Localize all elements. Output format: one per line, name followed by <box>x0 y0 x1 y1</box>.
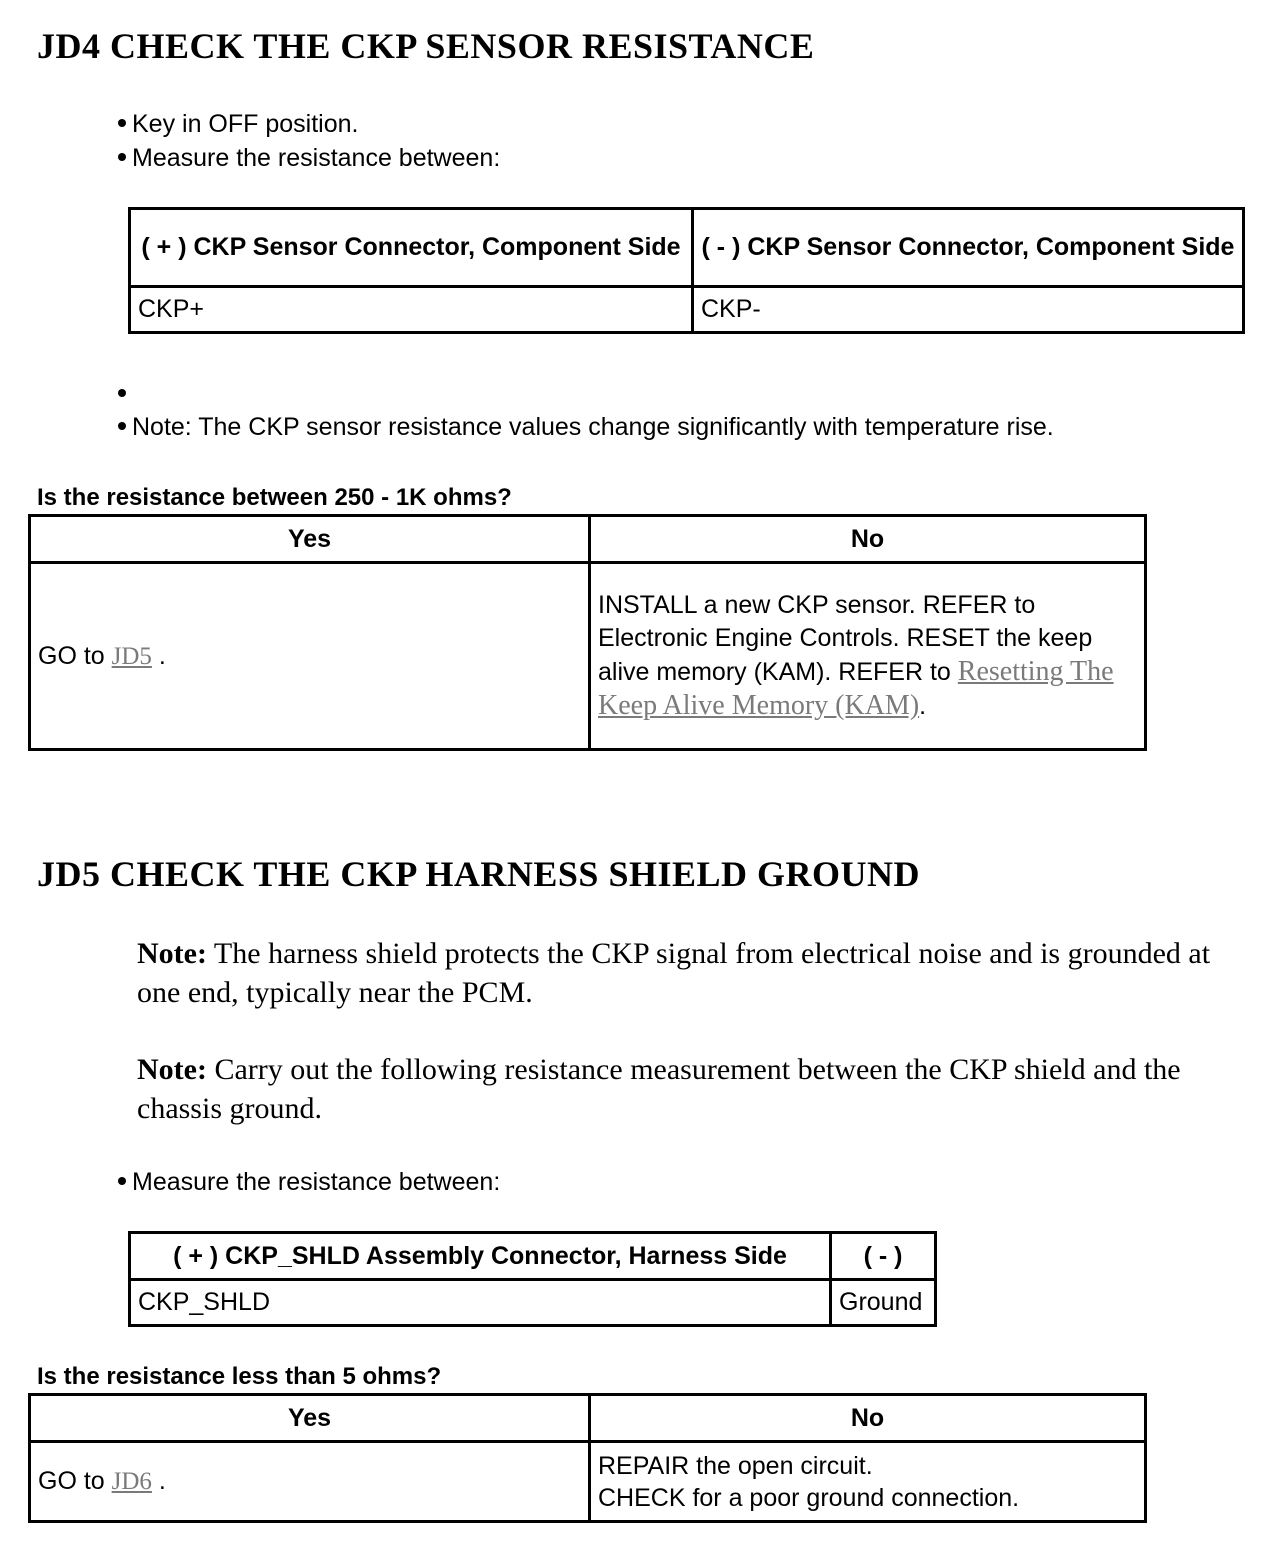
jd4-answer-yes-cell: GO to JD5 . <box>30 563 590 750</box>
jd4-meas-header-positive: ( + ) CKP Sensor Connector, Component Side <box>130 209 693 287</box>
jd4-title: JD4 CHECK THE CKP SENSOR RESISTANCE <box>37 26 815 66</box>
jd5-meas-header-positive: ( + ) CKP_SHLD Assembly Connector, Harness Side <box>130 1233 831 1280</box>
jd5-no-line-repair: REPAIR the open circuit. <box>598 1451 873 1480</box>
jd5-bullet-measure: Measure the resistance between: <box>118 1170 500 1195</box>
jd5-meas-header-negative: ( - ) <box>831 1233 936 1280</box>
link-jd5[interactable]: JD5 <box>111 642 152 670</box>
jd4-answer-no-cell: INSTALL a new CKP sensor. REFER to Electronic Engine Controls. RESET the keep alive memory (KAM). REFER to Resetting The Keep Alive Memory (KAM). <box>590 563 1146 750</box>
bullet-dot-icon <box>118 1177 126 1185</box>
jd5-answer-no-cell <box>590 1442 1146 1522</box>
link-jd6[interactable]: JD6 <box>111 1468 152 1495</box>
link-resetting-kam[interactable]: Resetting The Keep Alive Memory (KAM) <box>598 656 1114 721</box>
jd5-note-measurement: Note: Carry out the following resistance measurement between the CKP shield and the chassis ground. <box>137 1053 1181 1125</box>
jd5-answer-table <box>28 1393 1147 1523</box>
bullet-dot-icon <box>118 119 126 127</box>
jd4-meas-cell-positive: CKP+ <box>130 287 693 333</box>
jd5-no-line-check: CHECK for a poor ground connection. <box>598 1483 1020 1512</box>
jd5-meas-cell-positive: CKP_SHLD <box>130 1280 831 1326</box>
jd5-question: Is the resistance less than 5 ohms? <box>37 1363 442 1390</box>
jd4-answer-table <box>28 514 1147 751</box>
jd4-answer-no-header: No <box>590 516 1146 563</box>
jd4-measurement-table <box>128 207 1245 334</box>
jd4-bullet-note: Note: The CKP sensor resistance values change significantly with temperature rise. <box>118 415 1054 440</box>
jd5-measurement-table <box>128 1231 937 1327</box>
jd4-bullet-empty <box>118 382 132 407</box>
jd4-answer-yes-header: Yes <box>30 516 590 563</box>
jd4-meas-cell-negative: CKP- <box>693 287 1244 333</box>
bullet-dot-icon <box>118 153 126 161</box>
jd5-title: JD5 CHECK THE CKP HARNESS SHIELD GROUND <box>37 854 920 894</box>
jd4-bullet-key-off: Key in OFF position. <box>118 112 358 137</box>
jd4-meas-header-negative: ( - ) CKP Sensor Connector, Component Side <box>693 209 1244 287</box>
jd5-note-shield: Note: The harness shield protects the CKP signal from electrical noise and is grounded at one end, typically near the PCM. <box>137 937 1211 1009</box>
jd4-question: Is the resistance between 250 - 1K ohms? <box>37 484 512 511</box>
jd5-answer-yes-header: Yes <box>30 1395 590 1442</box>
jd5-answer-no-header: No <box>590 1395 1146 1442</box>
bullet-dot-icon <box>118 422 126 430</box>
jd5-answer-yes-cell: GO to JD6 . <box>30 1442 590 1522</box>
jd5-meas-cell-negative: Ground <box>831 1280 936 1326</box>
jd4-bullet-measure: Measure the resistance between: <box>118 146 500 171</box>
bullet-dot-icon <box>118 389 126 397</box>
